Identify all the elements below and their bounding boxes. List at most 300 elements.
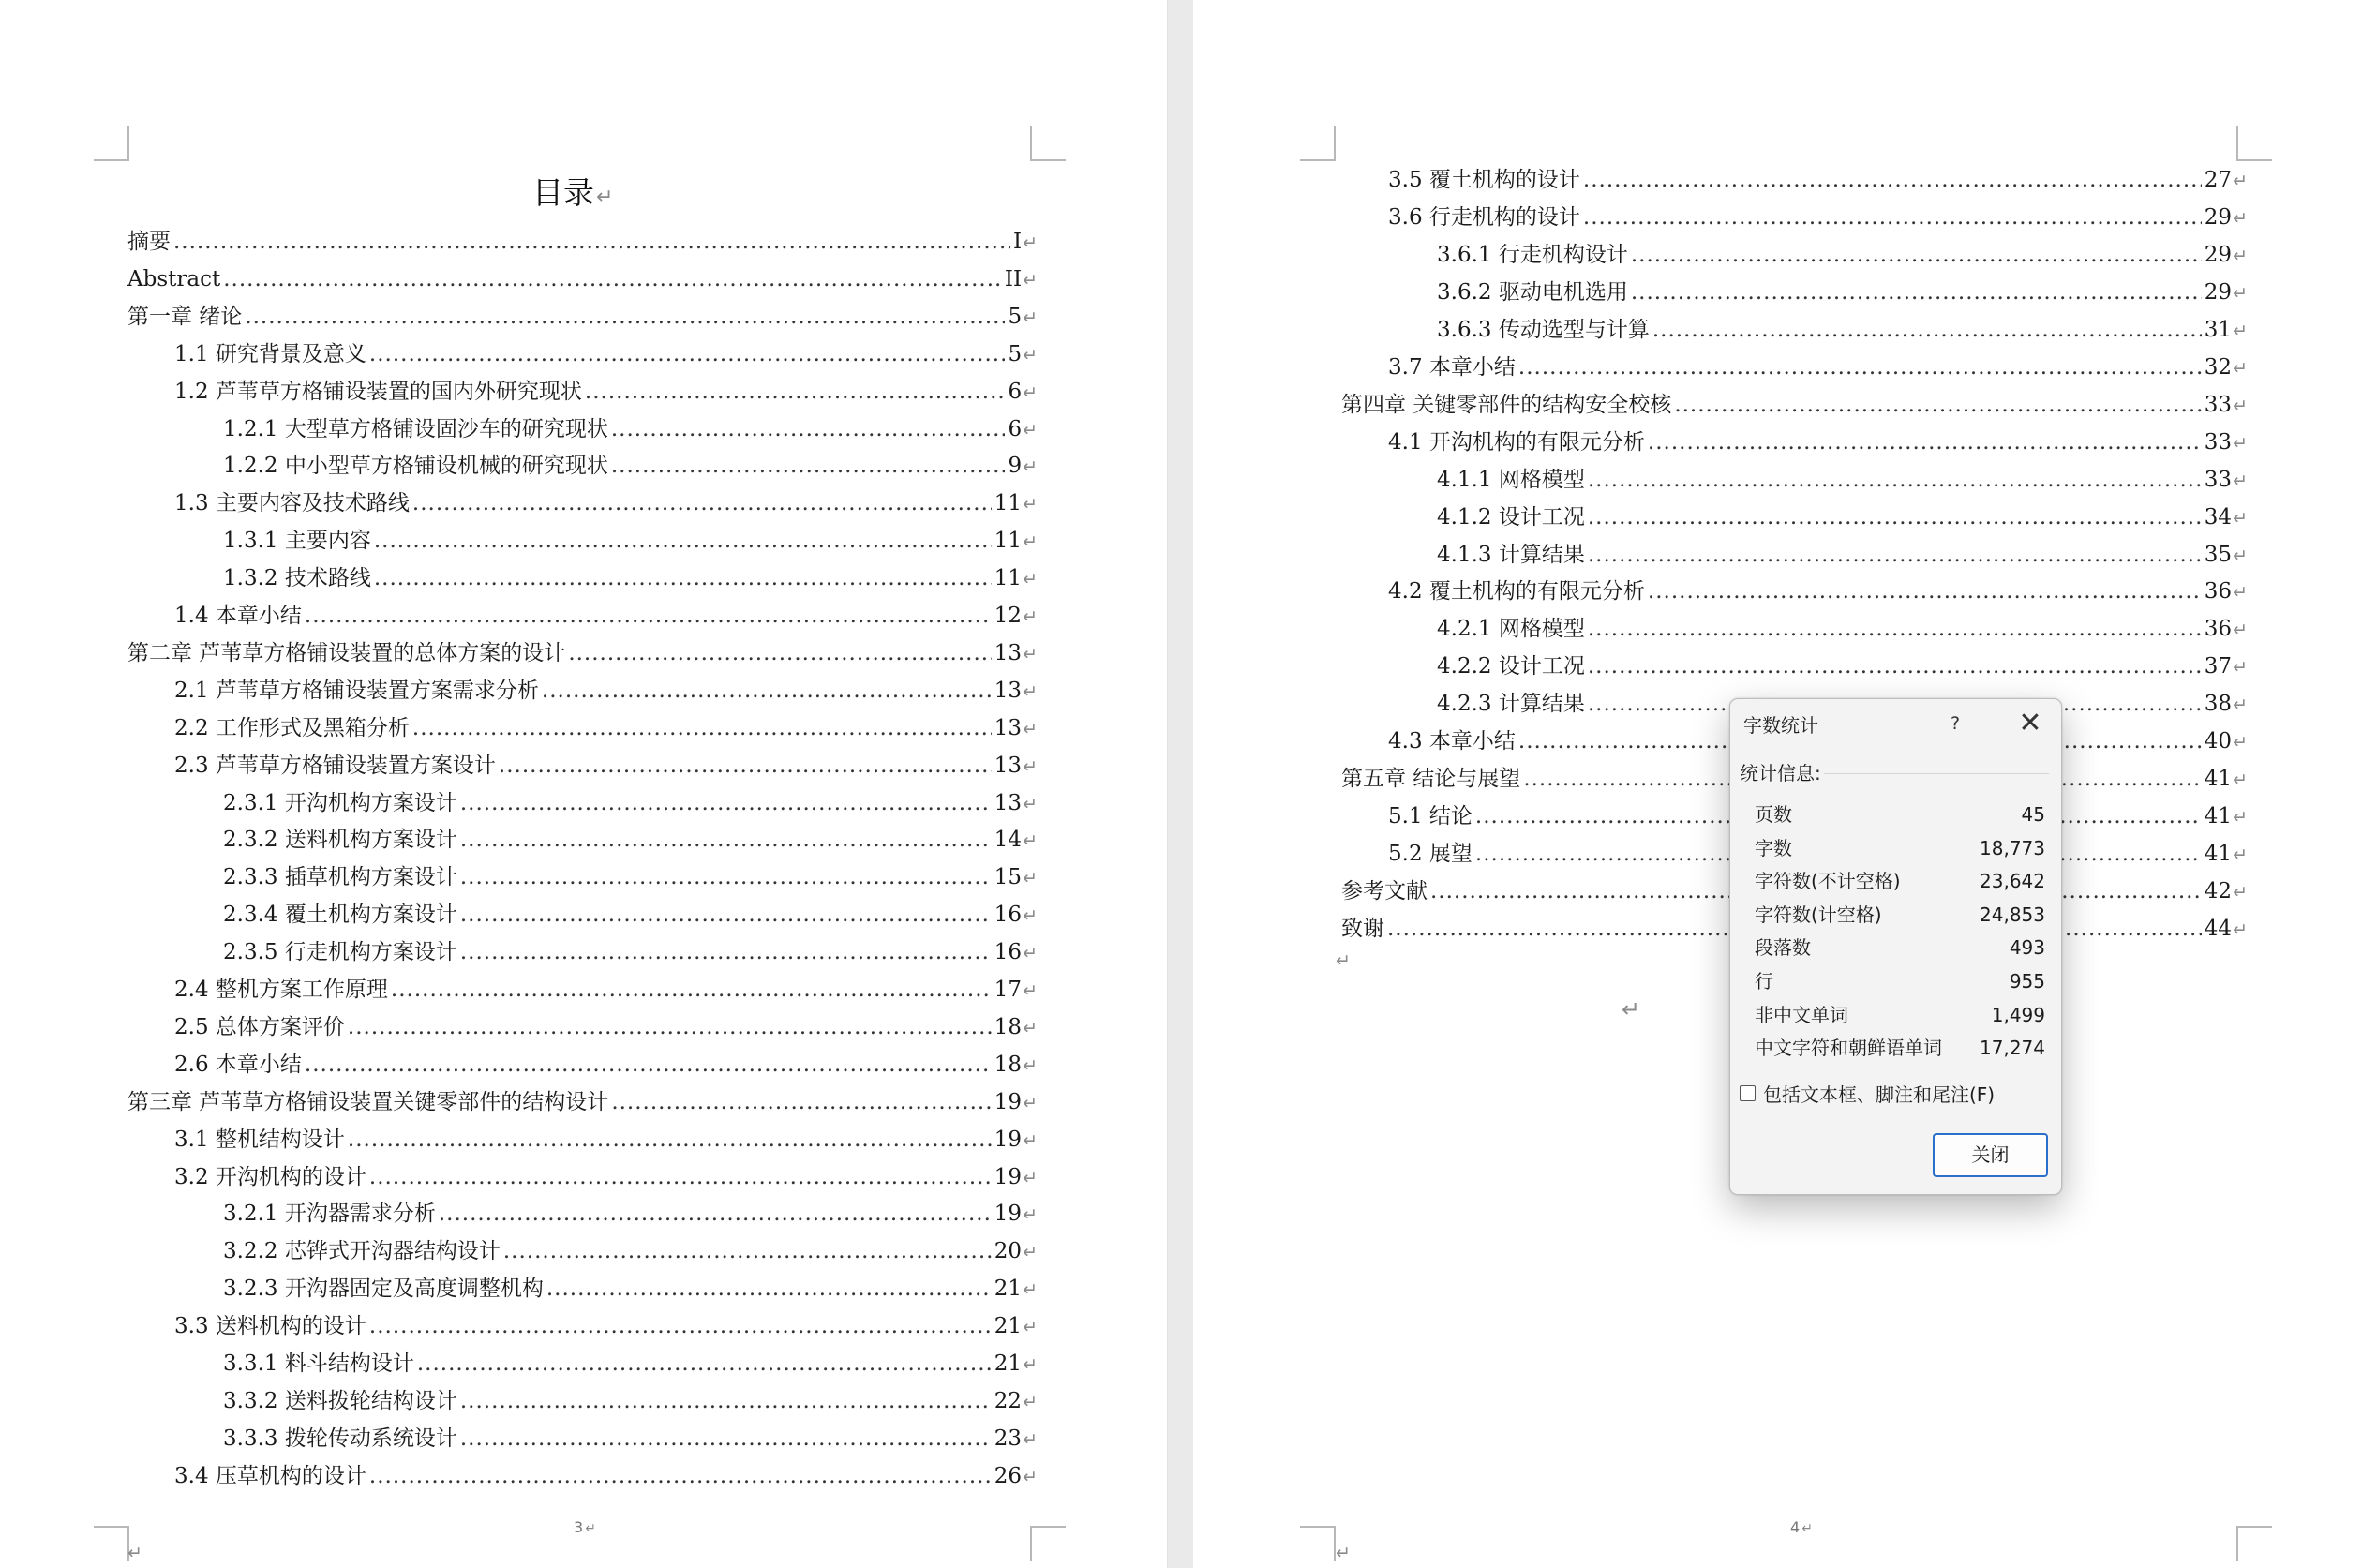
toc-entry-page: 16 [994,903,1023,927]
toc-dot-leader [460,859,992,896]
toc-entry-title: 1.2.1 大型草方格铺设固沙车的研究现状 [223,417,608,441]
toc-entry[interactable] [127,223,1038,261]
toc-entry-title: 2.6 本章小结 [174,1053,302,1077]
toc-entry-title: 2.4 整机方案工作原理 [174,978,388,1002]
toc-entry-page: 27 [2204,168,2233,192]
toc-entry-page: 33 [2204,468,2233,492]
toc-entry-title: 3.6.2 驱动电机选用 [1437,280,1628,305]
paragraph-mark: ↵ [1023,980,1038,1001]
toc-dot-leader [305,597,992,635]
crop-mark [2236,126,2272,161]
stat-row [1755,899,2045,932]
toc-dot-leader [460,784,992,822]
toc-dot-leader [1631,274,2202,311]
paragraph-mark: ↵ [2233,208,2248,229]
paragraph-mark: ↵ [2233,246,2248,266]
toc-entry-title: 4.1.1 网格模型 [1437,468,1585,492]
toc-dot-leader [568,635,991,672]
toc-entry-page: 21 [994,1314,1023,1338]
toc-dot-leader [1674,386,2201,424]
toc-entry-title: 2.3.1 开沟机构方案设计 [223,791,457,815]
toc-entry[interactable] [223,933,1038,971]
toc-dot-leader [369,1158,992,1196]
toc-entry-page: 13 [994,679,1023,703]
toc-entry-page: 18 [994,1015,1023,1039]
toc-entry[interactable] [223,1270,1038,1307]
toc-entry-page: 11 [994,529,1023,553]
toc-entry-page: 37 [2204,654,2233,679]
page-number-footer: 3 ↵ [574,1518,596,1536]
toc-entry-title: 1.2 芦苇草方格铺设装置的国内外研究现状 [174,380,582,404]
toc-entry-title: 2.3.4 覆土机构方案设计 [223,903,457,927]
toc-entry-page: 19 [994,1127,1023,1152]
toc-entry-title: 3.3.2 送料拨轮结构设计 [223,1389,457,1413]
toc-entry[interactable] [174,485,1038,522]
crop-mark [94,1526,129,1561]
toc-entry-page: 36 [2204,579,2233,604]
toc-entry-page: 5 [1008,305,1023,329]
toc-dot-leader [1588,610,2202,648]
toc-entry-page: 18 [994,1053,1023,1077]
toc-entry[interactable] [174,1307,1038,1345]
toc-entry-title: 3.2.1 开沟器需求分析 [223,1202,436,1226]
paragraph-mark: ↵ [2233,694,2248,715]
paragraph-mark: ↵ [2233,732,2248,753]
toc-entry[interactable] [174,709,1038,747]
toc-entry-page: 33 [2204,393,2233,417]
toc-entry[interactable] [1437,648,2248,685]
toc-entry-page: 29 [2204,280,2233,305]
toc-entry-page: 38 [2204,692,2233,716]
stat-value: 955 [2009,970,2045,993]
toc-entry-title: 2.3.3 插草机构方案设计 [223,865,457,889]
stat-label: 页数 [1755,803,1792,826]
toc-entry-title: 1.4 本章小结 [174,604,302,628]
toc-entry[interactable] [174,1008,1038,1046]
paragraph-mark: ↵ [2233,283,2248,304]
toc-entry-title: 3.2.3 开沟器固定及高度调整机构 [223,1277,544,1301]
toc-dot-leader [369,1457,992,1495]
toc-entry-title: 4.2.1 网格模型 [1437,617,1585,641]
toc-dot-leader [369,1307,992,1345]
toc-dot-leader [1588,648,2202,685]
paragraph-mark: ↵ [1336,950,1351,971]
toc-entry-title: 摘要 [127,230,171,254]
paragraph-mark: ↵ [1023,943,1038,963]
stat-label: 字数 [1755,836,1792,859]
toc-entry-title: 1.3 主要内容及技术路线 [174,491,410,515]
toc-entry-title: 参考文献 [1341,879,1428,903]
toc-entry-page: 35 [2204,543,2233,567]
toc-entry-title: 3.6.1 行走机构设计 [1437,243,1628,267]
toc-title: 目录↵ [532,174,614,211]
paragraph-mark: ↵ [1023,905,1038,926]
paragraph-mark: ↵ [1023,1279,1038,1300]
toc-entry-page: 15 [994,865,1023,889]
toc-entry-title: 5.1 结论 [1388,804,1473,829]
paragraph-mark: ↵ [2233,620,2248,640]
toc-dot-leader [1631,236,2202,274]
toc-entry-page: 29 [2204,205,2233,230]
crop-mark [1300,1526,1336,1561]
paragraph-mark: ↵ [2233,358,2248,379]
paragraph-mark: ↵ [2233,769,2248,790]
paragraph-mark: ↵ [1023,456,1038,477]
paragraph-mark: ↵ [2233,321,2248,341]
paragraph-mark: ↵ [1023,644,1038,665]
paragraph-mark: ↵ [1023,307,1038,328]
toc-dot-leader [1583,161,2202,199]
toc-entry[interactable] [1388,349,2248,386]
toc-dot-leader [611,411,1006,448]
paragraph-mark: ↵ [1023,1093,1038,1113]
toc-entry[interactable] [1437,236,2248,274]
paragraph-mark: ↵ [2233,470,2248,491]
toc-entry[interactable] [1437,610,2248,648]
toc-entry-title: 4.2.3 计算结果 [1437,692,1585,716]
toc-entry[interactable] [127,298,1038,336]
toc-entry-title: 4.3 本章小结 [1388,729,1516,754]
toc-entry-title: 3.7 本章小结 [1388,355,1516,380]
toc-dot-leader [1652,311,2202,349]
toc-dot-leader [348,1121,992,1158]
toc-entry-page: 9 [1008,454,1023,478]
stat-row [1755,799,2045,831]
toc-entry-title: 3.3 送料机构的设计 [174,1314,366,1338]
toc-dot-leader [460,896,992,933]
paragraph-mark: ↵ [2233,545,2248,566]
toc-entry-page: 11 [994,491,1023,515]
toc-entry[interactable] [174,336,1038,373]
toc-entry-page: 33 [2204,430,2233,455]
paragraph-mark: ↵ [1023,681,1038,702]
toc-dot-leader [1648,424,2202,461]
toc-entry[interactable] [1388,199,2248,236]
stat-label: 非中文单词 [1755,1003,1848,1026]
toc-dot-leader [412,485,992,522]
toc-entry-title: 3.3.3 拨轮传动系统设计 [223,1426,457,1451]
stat-label: 段落数 [1755,936,1811,960]
toc-dot-leader [546,1270,992,1307]
include-textboxes-option[interactable] [1740,1079,1995,1107]
crop-mark [2236,1526,2272,1561]
toc-dot-leader [499,747,992,784]
toc-entry[interactable] [223,522,1038,560]
paragraph-mark: ↵ [2233,807,2248,828]
toc-dot-leader [611,1083,991,1121]
paragraph-mark: ↵ [1023,1354,1038,1375]
stat-label: 中文字符和朝鲜语单词 [1755,1037,1942,1060]
toc-entry-title: 致谢 [1341,917,1384,941]
toc-entry-title: 1.1 研究背景及意义 [174,342,366,366]
paragraph-mark: ↵ [1023,420,1038,441]
toc-dot-leader [391,971,992,1008]
toc-entry-title: 3.3.1 料斗结构设计 [223,1351,414,1376]
toc-entry-title: Abstract [127,267,221,291]
toc-dot-leader [503,1232,992,1270]
paragraph-mark: ↵ [1023,1130,1038,1151]
paragraph-mark: ↵ [1622,996,1641,1023]
toc-entry[interactable] [223,784,1038,822]
toc-entry[interactable] [1341,386,2248,424]
toc-entry-title: 2.3 芦苇草方格铺设装置方案设计 [174,754,496,778]
paragraph-mark: ↵ [2233,582,2248,603]
paragraph-mark: ↵ [1023,1055,1038,1076]
toc-entry-page: 22 [994,1389,1023,1413]
toc-entry[interactable] [223,1345,1038,1382]
toc-entry-page: 21 [994,1351,1023,1376]
stat-value: 23,642 [1980,870,2045,893]
paragraph-mark: ↵ [2233,657,2248,678]
toc-dot-leader [1588,499,2202,536]
paragraph-mark: ↵ [1023,531,1038,552]
toc-entry[interactable] [174,597,1038,635]
toc-entry[interactable] [174,1121,1038,1158]
toc-dot-leader [1588,536,2202,574]
stat-value: 17,274 [1980,1037,2045,1060]
toc-entry[interactable] [1388,161,2248,199]
toc-entry[interactable] [223,1232,1038,1270]
toc-entry[interactable] [223,859,1038,896]
toc-entry[interactable] [1437,461,2248,499]
toc-dot-leader [369,336,1006,373]
toc-entry-page: 14 [994,828,1023,852]
toc-entry-page: 13 [994,754,1023,778]
toc-entry-page: 12 [994,604,1023,628]
paragraph-mark: ↵ [1023,1467,1038,1487]
stat-row [1755,932,2045,964]
paragraph-mark: ↵ [1023,1168,1038,1188]
stat-row [1755,1032,2045,1065]
toc-dot-leader [417,1345,992,1382]
toc-entry-title: 1.3.1 主要内容 [223,529,371,553]
toc-entry-page: 42 [2204,879,2233,903]
toc-entry[interactable] [1437,499,2248,536]
toc-entry-page: 5 [1008,342,1023,366]
toc-entry-title: 第三章 芦苇草方格铺设装置关键零部件的结构设计 [127,1090,609,1114]
toc-entry-title: 4.1 开沟机构的有限元分析 [1388,430,1645,455]
stat-value: 493 [2009,936,2045,960]
toc-entry-title: 4.2.2 设计工况 [1437,654,1585,679]
toc-entry-page: 20 [994,1239,1023,1263]
toc-entry[interactable] [174,747,1038,784]
toc-entry[interactable] [223,447,1038,485]
toc-entry-page: 13 [994,791,1023,815]
toc-entry-page: II [1004,267,1023,291]
toc-entry-title: 3.1 整机结构设计 [174,1127,345,1152]
toc-entry[interactable] [1437,311,2248,349]
word-count-dialog[interactable] [1729,698,2062,1195]
toc-dot-leader [1648,573,2202,610]
page-number-footer: 4 ↵ [1790,1518,1813,1536]
toc-entry-title: 4.1.2 设计工况 [1437,505,1585,530]
paragraph-mark: ↵ [1023,345,1038,366]
toc-entry[interactable] [223,411,1038,448]
paragraph-mark: ↵ [1023,756,1038,777]
stat-label: 字符数(不计空格) [1755,870,1901,893]
toc-entry-page: 6 [1008,380,1023,404]
toc-dot-leader [1583,199,2202,236]
checkbox-label: 包括文本框、脚注和尾注(F) [1763,1083,1996,1106]
toc-entry[interactable] [223,1382,1038,1420]
toc-dot-leader [374,560,992,597]
paragraph-mark: ↵ [1023,606,1038,627]
close-button[interactable]: 关闭 [1933,1133,2048,1177]
toc-entry-page: 31 [2204,318,2233,342]
paragraph-mark: ↵ [1023,1242,1038,1262]
toc-entry[interactable] [1388,424,2248,461]
toc-entry[interactable] [1437,536,2248,574]
toc-entry-title: 第一章 绪论 [127,305,243,329]
paragraph-mark: ↵ [2233,844,2248,865]
page-3[interactable] [0,0,1167,1568]
paragraph-mark: ↵ [1023,232,1038,253]
toc-dot-leader [460,1382,992,1420]
stat-label: 字符数(计空格) [1755,903,1882,926]
stat-row [1755,965,2045,998]
toc-entry[interactable] [174,1457,1038,1495]
paragraph-mark: ↵ [1023,1392,1038,1412]
divider [1824,773,2049,774]
toc-entry-page: 19 [994,1202,1023,1226]
paragraph-mark: ↵ [1023,1204,1038,1225]
paragraph-mark: ↵ [1023,382,1038,403]
stat-row [1755,832,2045,865]
dialog-title: 字数统计 [1743,714,1818,737]
paragraph-mark: ↵ [1023,494,1038,515]
toc-entry[interactable] [223,1195,1038,1232]
toc-entry-page: 13 [994,716,1023,740]
toc-entry-page: 29 [2204,243,2233,267]
toc-entry-page: 40 [2204,729,2233,754]
toc-entry-title: 第五章 结论与展望 [1341,767,1521,791]
toc-entry-title: 2.2 工作形式及黑箱分析 [174,716,410,740]
toc-dot-leader [412,709,992,747]
crop-mark [1030,126,1066,161]
include-textboxes-checkbox[interactable] [1740,1085,1756,1101]
toc-entry[interactable] [223,560,1038,597]
help-icon[interactable]: ? [1950,713,1961,734]
toc-dot-leader [460,1420,992,1457]
toc-entry-page: 13 [994,641,1023,665]
toc-entry[interactable] [174,373,1038,411]
paragraph-mark: ↵ [2233,396,2248,416]
paragraph-mark: ↵ [1023,794,1038,814]
toc-entry-page: 34 [2204,505,2233,530]
toc-entry[interactable] [223,896,1038,933]
toc-entry-page: 44 [2204,917,2233,941]
toc-entry-title: 第四章 关键零部件的结构安全校核 [1341,393,1672,417]
toc-entry[interactable] [174,1046,1038,1083]
toc-entry[interactable] [174,971,1038,1008]
statistics-heading: 统计信息: [1740,762,1821,784]
paragraph-mark: ↵ [1023,868,1038,889]
toc-entry-title: 2.3.5 行走机构方案设计 [223,940,457,964]
toc-entry-title: 3.5 覆土机构的设计 [1388,168,1580,192]
toc-dot-leader [611,447,1006,485]
page-gap [1167,0,1194,1568]
toc-entry-page: 17 [994,978,1023,1002]
toc-entry-title: 2.5 总体方案评价 [174,1015,345,1039]
paragraph-mark: ↵ [1023,830,1038,851]
toc-entry-page: 32 [2204,355,2233,380]
toc-entry-page: 11 [994,566,1023,590]
paragraph-mark: ↵ [1023,1429,1038,1450]
paragraph-mark: ↵ [127,1543,142,1563]
paragraph-mark: ↵ [1023,719,1038,739]
close-icon[interactable]: ✕ [2018,707,2042,739]
toc-entry[interactable] [223,1420,1038,1457]
stat-value: 18,773 [1980,836,2045,859]
toc-entry-page: 6 [1008,417,1023,441]
paragraph-mark: ↵ [1023,270,1038,291]
crop-mark [1030,1526,1066,1561]
toc-entry[interactable] [223,821,1038,859]
toc-dot-leader [542,672,992,709]
toc-entry[interactable] [1388,573,2248,610]
paragraph-mark: ↵ [2233,919,2248,940]
paragraph-mark: ↵ [1023,1317,1038,1337]
toc-entry[interactable] [127,261,1038,298]
stat-label: 行 [1755,970,1773,993]
toc-dot-leader [374,522,992,560]
toc-entry-title: 第二章 芦苇草方格铺设装置的总体方案的设计 [127,641,566,665]
toc-dot-leader [1518,349,2202,386]
toc-entry-page: 41 [2204,804,2233,829]
toc-entry-title: 2.1 芦苇草方格铺设装置方案需求分析 [174,679,539,703]
toc-entry[interactable] [127,1083,1038,1121]
stat-row [1755,865,2045,898]
toc-entry-title: 3.2 开沟机构的设计 [174,1165,366,1189]
toc-dot-leader [223,261,1002,298]
toc-entry-title: 3.4 压草机构的设计 [174,1464,366,1488]
toc-entry-page: 23 [994,1426,1023,1451]
paragraph-mark: ↵ [2233,171,2248,191]
paragraph-mark: ↵ [1023,569,1038,590]
toc-dot-leader [460,821,992,859]
toc-entry-page: 21 [994,1277,1023,1301]
paragraph-mark: ↵ [1336,1543,1351,1563]
toc-entry-page: 16 [994,940,1023,964]
toc-entry-title: 2.3.2 送料机构方案设计 [223,828,457,852]
toc-dot-leader [245,298,1005,336]
toc-entry[interactable] [174,1158,1038,1196]
toc-entry-page: 41 [2204,767,2233,791]
toc-dot-leader [348,1008,992,1046]
toc-entry[interactable] [1437,274,2248,311]
toc-entry-title: 4.1.3 计算结果 [1437,543,1585,567]
toc-entry-page: 19 [994,1165,1023,1189]
toc-dot-leader [173,223,1010,261]
toc-entry-page: 26 [994,1464,1023,1488]
paragraph-mark: ↵ [2233,508,2248,529]
toc-entry[interactable] [127,635,1038,672]
paragraph-mark: ↵ [1023,1018,1038,1038]
paragraph-mark: ↵ [2233,433,2248,454]
toc-entry-title: 5.2 展望 [1388,842,1473,866]
toc-entry-title: 1.3.2 技术路线 [223,566,371,590]
toc-dot-leader [439,1195,992,1232]
toc-entry[interactable] [174,672,1038,709]
stat-row [1755,999,2045,1032]
toc-entry-title: 4.2 覆土机构的有限元分析 [1388,579,1645,604]
crop-mark [1300,126,1336,161]
toc-entry-page: 19 [994,1090,1023,1114]
crop-mark [94,126,129,161]
toc-dot-leader [460,933,992,971]
toc-entry-page: I [1012,230,1023,254]
stat-value: 24,853 [1980,903,2045,926]
